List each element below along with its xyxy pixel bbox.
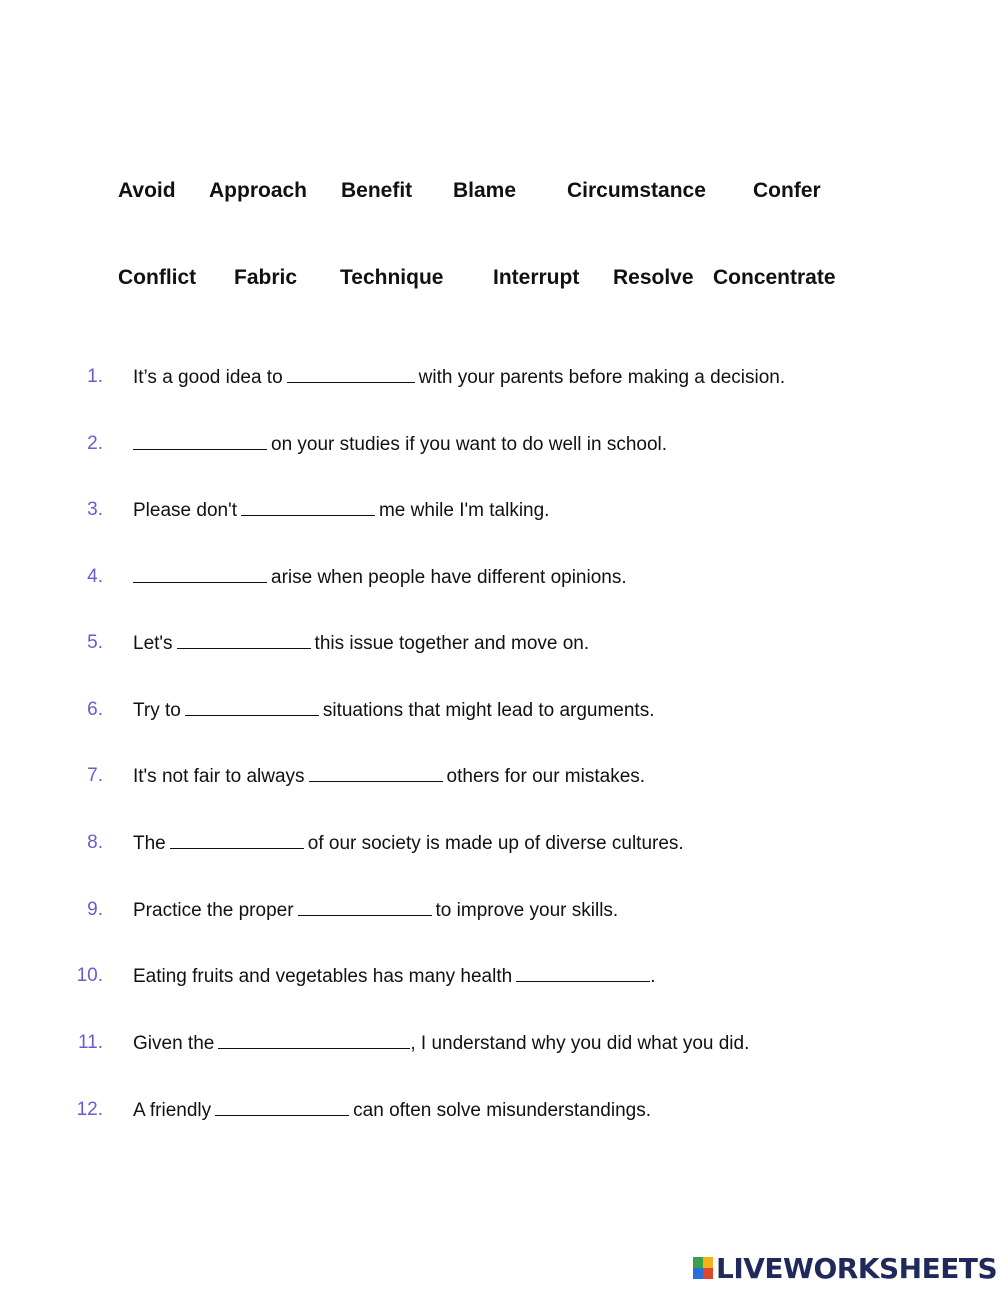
question-sentence [133,1030,749,1057]
question-text-after: to improve your skills. [435,900,619,921]
question-text-after: with your parents before making a decision. [418,367,786,388]
question-sentence [133,431,667,458]
word-bank-item: Blame [453,179,517,202]
answer-blank[interactable] [218,1030,410,1049]
question-number: 11. [77,1032,103,1053]
word-bank-item: Conflict [118,266,197,289]
question-text-before: A friendly [133,1100,212,1121]
question-number: 6. [87,699,103,720]
question-number: 3. [87,499,103,520]
question-text-after: can often solve misunderstandings. [353,1100,651,1121]
question-text-after: situations that might lead to arguments. [322,700,655,721]
answer-blank[interactable] [298,897,432,916]
question-text-before: Given the [133,1033,215,1054]
word-bank-item: Technique [340,266,444,289]
question-text-before: Try to [133,700,181,721]
question-sentence [133,897,618,924]
word-bank-item: Benefit [341,179,413,202]
question-text-before: The [133,833,166,854]
question-sentence [133,630,589,657]
question-sentence [133,497,549,524]
answer-blank[interactable] [287,364,415,383]
question-sentence [133,830,684,857]
question-number: 12. [76,1099,103,1120]
question-text-after: others for our mistakes. [446,766,646,787]
word-bank-item: Concentrate [713,266,836,289]
liveworksheets-logo[interactable] [693,1252,997,1284]
question-number: 4. [87,566,103,587]
logo-mark-icon [693,1257,713,1279]
answer-blank[interactable] [133,564,267,583]
question-sentence [133,564,627,591]
question-text-before: Please don't [133,500,237,521]
word-bank-item: Resolve [613,266,694,289]
question-number: 5. [87,632,103,653]
word-bank-item: Circumstance [567,179,706,202]
answer-blank[interactable] [516,963,650,982]
word-bank-item: Interrupt [493,266,580,289]
question-number: 10. [76,965,103,986]
question-text-before: Eating fruits and vegetables has many health [133,966,513,987]
answer-blank[interactable] [309,763,443,782]
question-sentence [133,364,785,391]
question-sentence [133,697,655,724]
question-text-after: , I understand why you did what you did. [410,1033,750,1054]
question-text-before: Let's [133,633,173,654]
word-bank-item: Approach [209,179,308,202]
answer-blank[interactable] [241,497,375,516]
question-text-after: this issue together and move on. [314,633,590,654]
question-text-before: It's not fair to always [133,766,305,787]
question-sentence [133,963,655,990]
answer-blank[interactable] [185,697,319,716]
question-text-after: arise when people have different opinions. [271,567,627,588]
question-number: 2. [87,433,103,454]
question-number: 7. [87,765,103,786]
question-text-after: of our society is made up of diverse cultures. [307,833,684,854]
answer-blank[interactable] [170,830,304,849]
answer-blank[interactable] [215,1097,349,1116]
answer-blank[interactable] [133,431,267,450]
question-number: 9. [87,899,103,920]
question-sentence [133,1097,651,1124]
question-text-before: It’s a good idea to [133,367,283,388]
word-bank-item: Fabric [234,266,298,289]
question-number: 8. [87,832,103,853]
question-text-after: . [650,966,656,987]
word-bank-item: Avoid [118,179,176,202]
question-text-after: me while I'm talking. [378,500,550,521]
question-text-after: on your studies if you want to do well in school. [271,434,668,455]
question-number: 1. [87,366,103,387]
logo-text: LIVEWORKSHEETS [716,1251,998,1285]
word-bank-item: Confer [753,179,821,202]
question-text-before: Practice the proper [133,900,294,921]
question-sentence [133,763,645,790]
answer-blank[interactable] [177,630,311,649]
